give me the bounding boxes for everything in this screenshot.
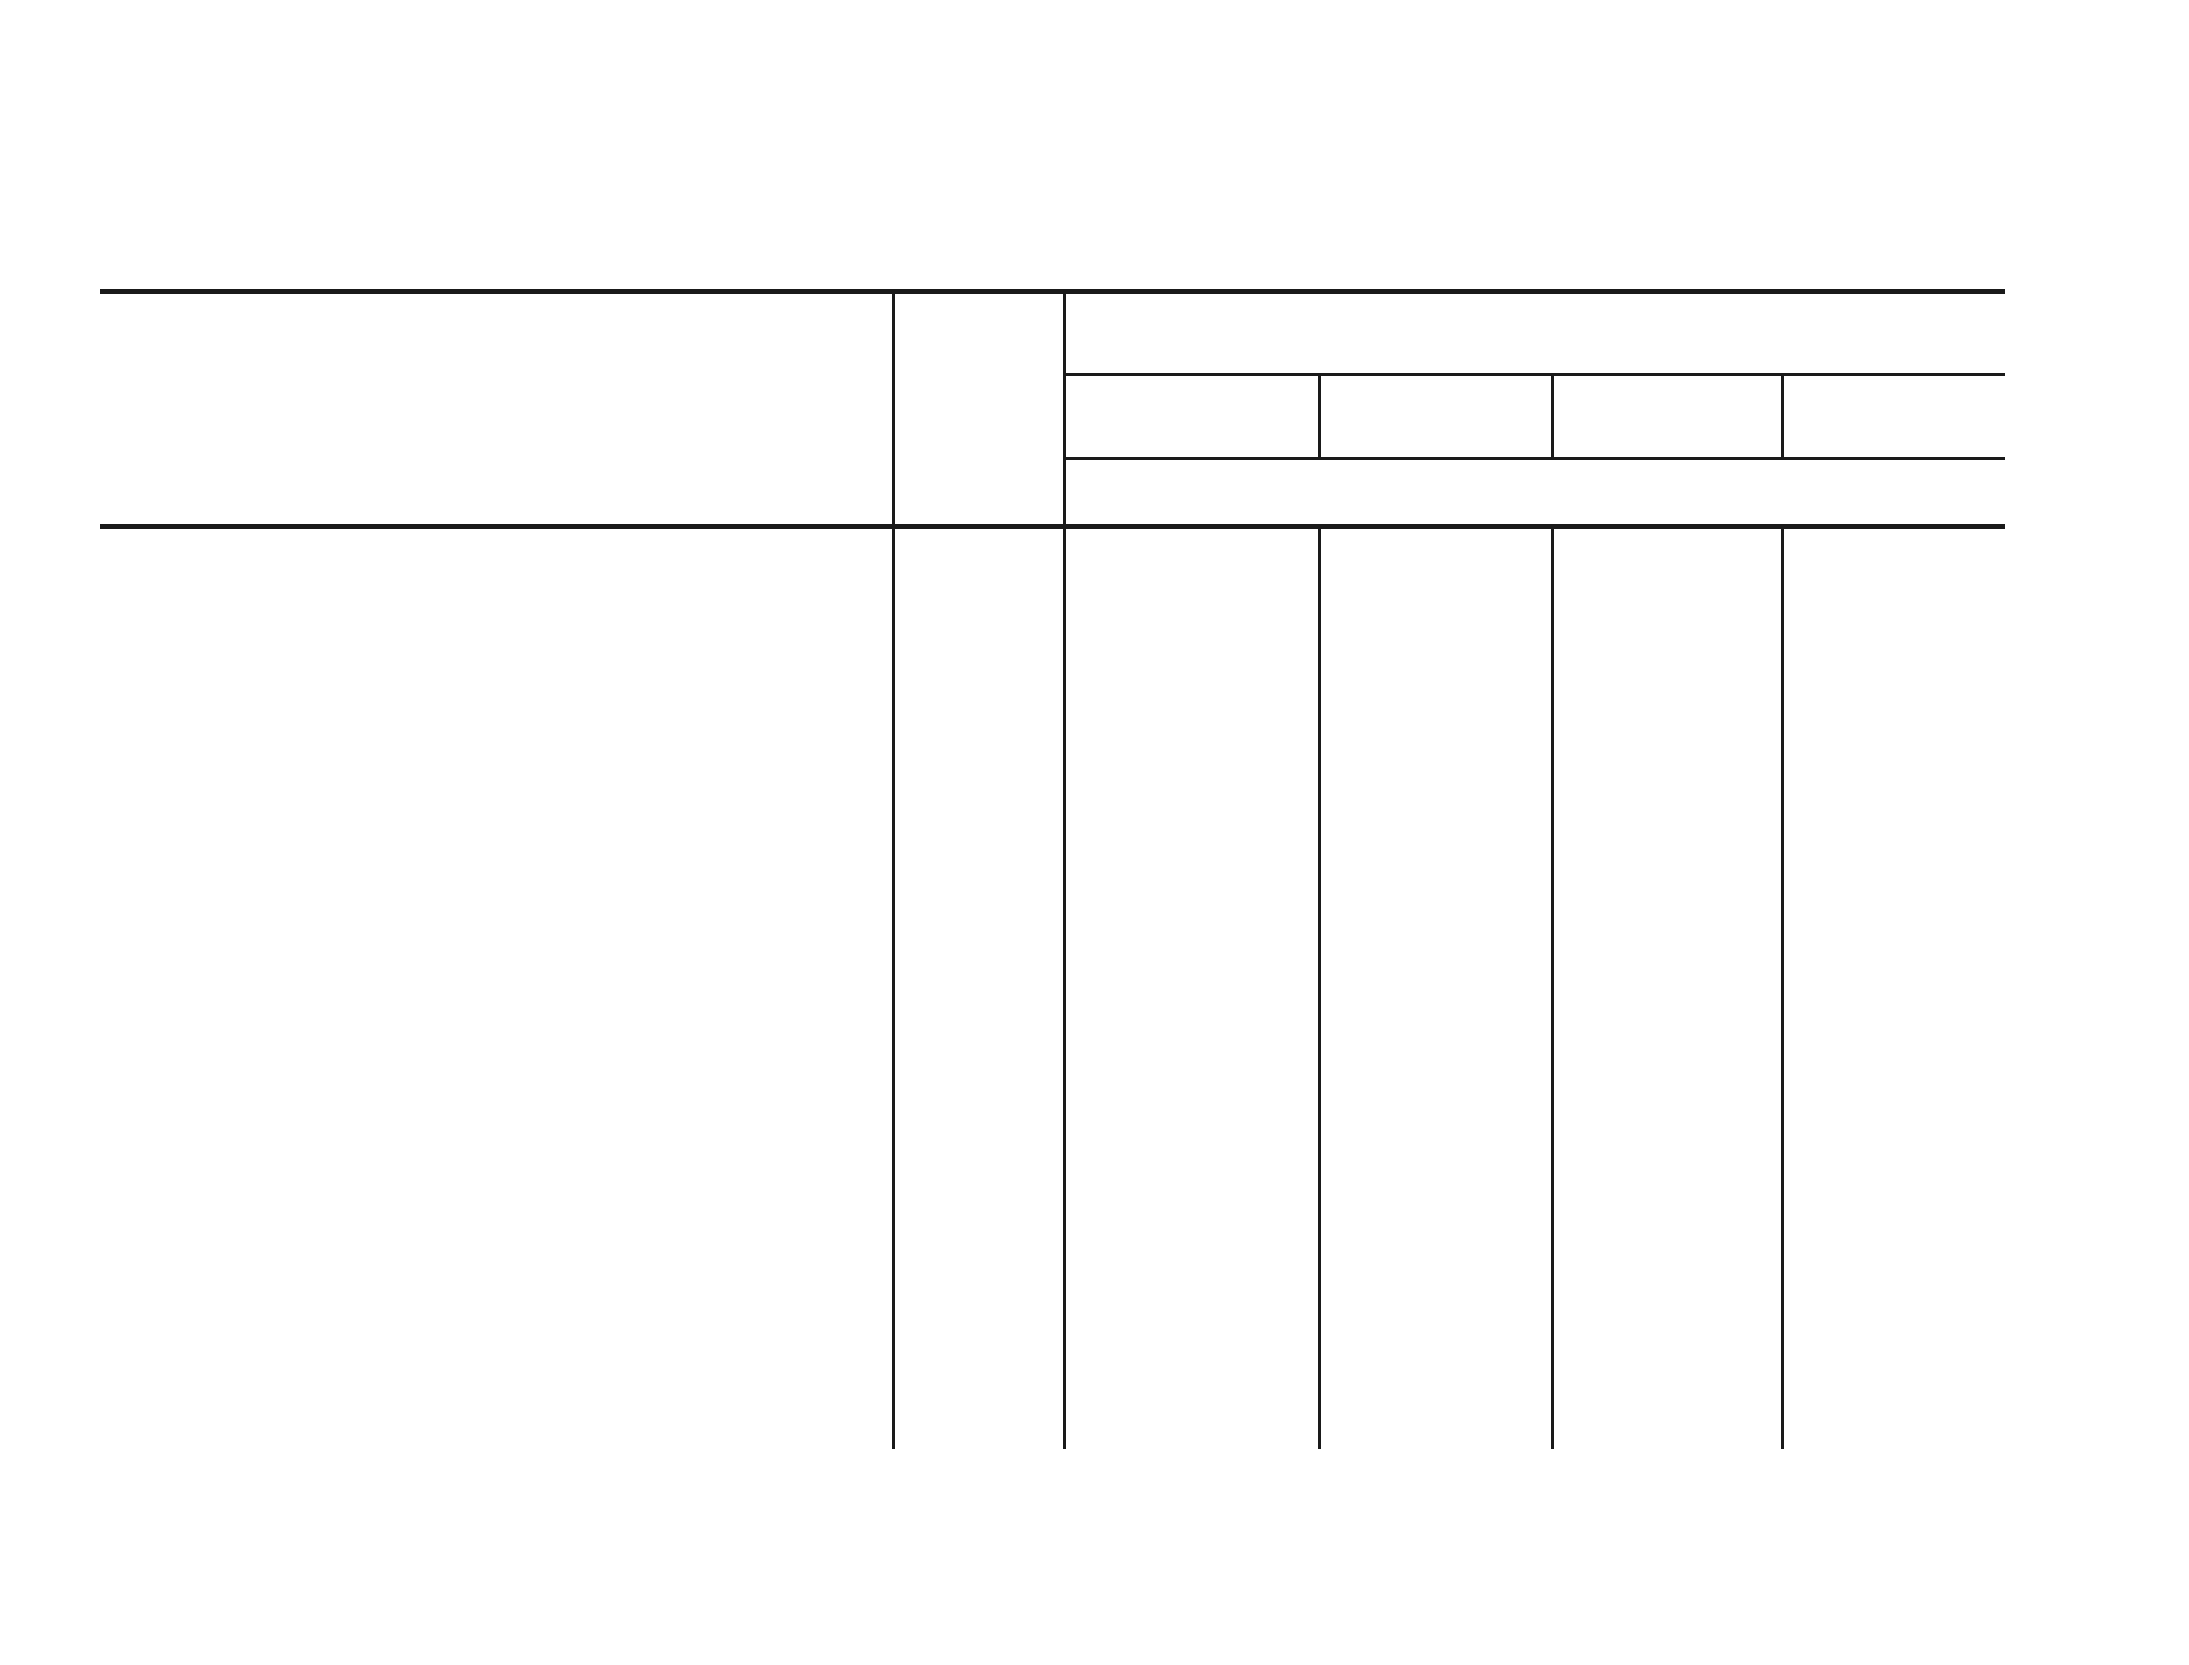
col-divider-4-body	[1781, 527, 1784, 1449]
col-divider-2	[1318, 373, 1321, 459]
header-bottom-rule	[100, 524, 2005, 529]
table-top-rule	[100, 289, 2005, 294]
norm-rule	[1063, 457, 2005, 460]
col-divider-4	[1781, 373, 1784, 459]
col-divider-3-body	[1551, 527, 1554, 1449]
col-divider-unit	[892, 289, 895, 1449]
size-sub-rule	[1063, 373, 2005, 376]
col-divider-3	[1551, 373, 1554, 459]
col-divider-2-body	[1318, 527, 1321, 1449]
col-divider-values	[1063, 289, 1066, 1449]
